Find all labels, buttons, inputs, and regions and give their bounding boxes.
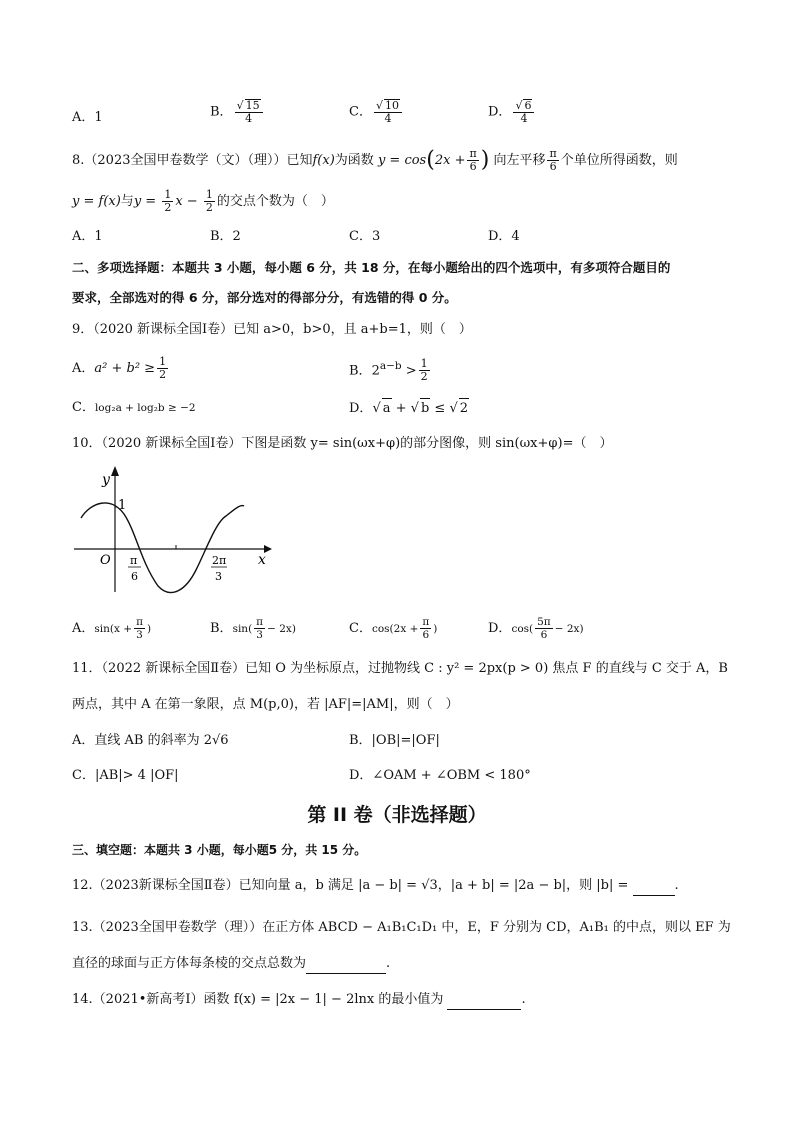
q14-answer-blank — [447, 995, 521, 1010]
q9-option-c: C．log₂a + log₂b ≥ −2 — [72, 400, 196, 415]
q7-option-b: B． $\frac{√ 15}{4}$ — [210, 99, 265, 125]
q10-stem: 10．（2020 新课标全国Ⅰ卷）下图是函数 y= sin(ωx+φ)的部分图像，则 sin(ωx+φ)=（ ） — [72, 436, 613, 451]
q11-stem-line2: 两点，其中 A 在第一象限，点 M(p,0)，若 |AF|=|AM|，则（ ） — [72, 697, 459, 712]
section2-header-line2: 要求，全部选对的得 6 分，部分选对的得部分分，有选错的得 0 分。 — [72, 290, 457, 305]
q12-stem: 12.（2023新课标全国Ⅱ卷）已知向量 a，b 满足 |a − b| = √3，|a + b| = |2a − b|，则 |b| = . — [72, 876, 679, 896]
q14-stem: 14.（2021•新高考Ⅰ）函数 f(x) = |2x − 1| − 2lnx 的最小值为 . — [72, 990, 526, 1010]
q8-stem-line2: y = f(x)与y = $\frac{1}{2}$ x − $\frac{1}{2}$ 的交点个数为（ ） — [72, 188, 334, 214]
q8-stem-line1: 8.（2023全国甲卷数学（文）（理））已知f(x)为函数 y = cos(2x + $\frac{\pi}{6}$ ) 向左平移 $\frac{\pi}{6}$ 个单位所得函数，则 — [72, 147, 678, 173]
q12-answer-blank — [633, 881, 675, 896]
q10-option-d: D．cos( $\frac{5\pi}{6}$ − 2x) — [488, 616, 584, 641]
q13-answer-blank — [306, 959, 386, 974]
q11-option-d: D．∠OAM + ∠OBM < 180° — [349, 768, 531, 783]
section2-header-line1: 二、多项选择题：本题共 3 小题，每小题 6 分，共 18 分，在每小题给出的四个选项中，有多项符合题目的 — [72, 260, 671, 275]
q10-sine-graph — [66, 462, 276, 602]
q7-option-d: D． $\frac{√ 6}{4}$ — [488, 99, 536, 125]
origin-label: O — [100, 553, 111, 568]
q9-option-a: A．a² + b² ≥ $\frac{1}{2}$ — [72, 355, 167, 381]
q8-option-d: D．4 — [488, 229, 520, 244]
q8-option-a: A．1 — [72, 229, 103, 244]
q10-option-a: A．sin(x + $\frac{\pi}{3}$ ) — [72, 616, 152, 641]
q11-option-b: B．|OB|=|OF| — [349, 733, 440, 748]
section3-header: 三、填空题：本题共 3 小题，每小题5 分，共 15 分。 — [72, 843, 367, 857]
q8-option-b: B．2 — [210, 229, 241, 244]
one-label: 1 — [118, 498, 127, 513]
q11-option-c: C．|AB|> 4 |OF| — [72, 768, 179, 783]
q9-option-d: D．√ a + √ b ≤ √ 2 — [349, 398, 469, 419]
q9-option-b: B．$2^{a-b}$ > $\frac{1}{2}$ — [349, 357, 428, 384]
q8-option-c: C．3 — [349, 229, 381, 244]
twopi-three-den: 3 — [215, 570, 222, 583]
q9-stem: 9．（2020 新课标全国Ⅰ卷）已知 a>0，b>0，且 a+b=1，则（ ） — [72, 322, 472, 337]
twopi-three-num: 2π — [212, 554, 227, 567]
q7-option-a: A．1 — [72, 110, 103, 125]
q13-stem-line2: 直径的球面与正方体每条棱的交点总数为 . — [72, 954, 390, 974]
q7-option-c: C． $\frac{√ 10}{4}$ — [349, 99, 404, 125]
y-axis-arrow — [111, 466, 119, 476]
q10-option-c: C．cos(2x + $\frac{\pi}{6}$ ) — [349, 616, 438, 641]
x-label: x — [258, 552, 266, 568]
part2-title: 第 II 卷（非选择题） — [307, 804, 487, 826]
q11-option-a: A．直线 AB 的斜率为 2√6 — [72, 733, 229, 748]
q11-stem-line1: 11．（2022 新课标全国Ⅱ卷）已知 O 为坐标原点，过抛物线 C : y² = 2px(p > 0) 焦点 F 的直线与 C 交于 A，B — [72, 661, 728, 676]
q13-stem-line1: 13.（2023全国甲卷数学（理））在正方体 ABCD − A₁B₁C₁D₁ 中，E，F 分别为 CD，A₁B₁ 的中点，则以 EF 为 — [72, 920, 731, 935]
q10-option-b: B．sin( $\frac{\pi}{3}$ − 2x) — [210, 616, 296, 641]
pi-six-den: 6 — [131, 570, 138, 583]
pi-six-num: π — [130, 554, 138, 567]
y-label: y — [102, 472, 110, 488]
